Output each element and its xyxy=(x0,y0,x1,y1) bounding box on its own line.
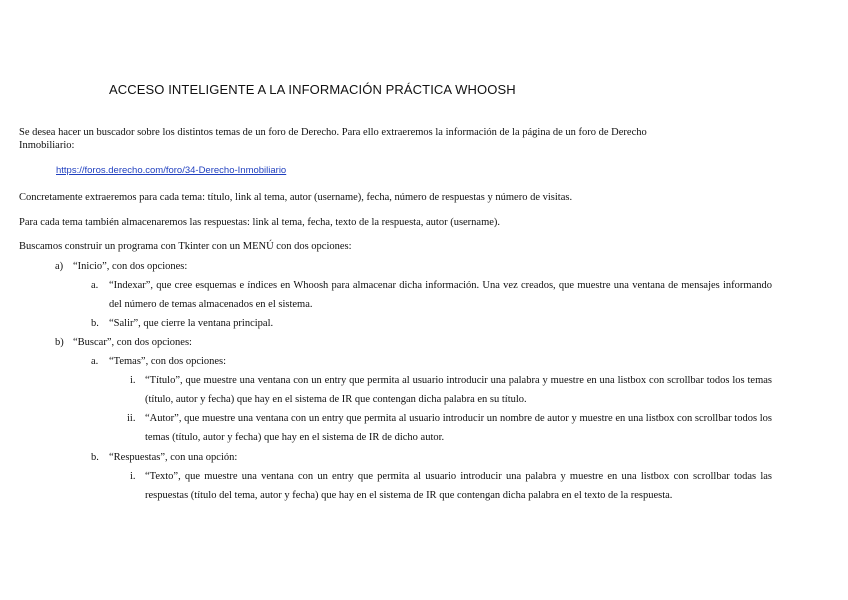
list-marker-b-a-i: i. xyxy=(130,375,136,386)
paragraph-extract: Concretamente extraeremos para cada tema: título, link al tema, autor (username), fecha, número de respuestas y número de visitas. xyxy=(19,192,573,203)
forum-link[interactable]: https://foros.derecho.com/foro/34-Derecho-Inmobiliario xyxy=(56,165,287,176)
list-item-indexar: “Indexar”, que cree esquemas e índices en Whoosh para almacenar dicha información. Una vez creados, que muestre una ventana de mensajes informando del número de temas almacenados en el sistema. xyxy=(109,280,772,310)
list-item-texto: “Texto”, que muestre una ventana con un entry que permita al usuario introducir una palabra y muestre en una listbox con scrollbar todas las respuestas (título del tema, autor y fecha) que hay en el sistema de IR que contengan dicha palabra en el texto de la respuesta. xyxy=(145,471,772,501)
document-title: ACCESO INTELIGENTE A LA INFORMACIÓN PRÁCTICA WHOOSH xyxy=(109,82,516,97)
list-marker-b-a-ii: ii. xyxy=(127,413,136,424)
intro-line-1: Se desea hacer un buscador sobre los distintos temas de un foro de Derecho. Para ello extraeremos la información de la página de un foro de Derecho xyxy=(19,127,647,138)
intro-line-2: Inmobiliario: xyxy=(19,140,75,151)
list-item-autor: “Autor”, que muestre una ventana con un entry que permita al usuario introducir un nombre de autor y muestre en una listbox con scrollbar todos los temas (título, autor y fecha) que hay en el sistema de IR de dicho autor. xyxy=(145,413,772,443)
list-marker-b-b-i: i. xyxy=(130,471,136,482)
list-marker-b-b: b. xyxy=(91,452,99,463)
list-item-salir: “Salir”, que cierre la ventana principal. xyxy=(109,318,274,329)
list-marker-a-b: b. xyxy=(91,318,99,329)
list-marker-a: a) xyxy=(55,261,64,272)
list-item-titulo: “Título”, que muestre una ventana con un entry que permita al usuario introducir una palabra y muestre en una listbox con scrollbar todos los temas (título, autor y fecha) que hay en el sistema de IR que contengan dicha palabra en su título. xyxy=(145,375,772,405)
list-marker-b-a: a. xyxy=(91,356,99,367)
paragraph-menu: Buscamos construir un programa con Tkinter con un MENÚ con dos opciones: xyxy=(19,241,352,252)
list-item-respuestas: “Respuestas”, con una opción: xyxy=(109,452,238,463)
list-marker-b: b) xyxy=(55,337,64,348)
paragraph-answers: Para cada tema también almacenaremos las respuestas: link al tema, fecha, texto de la respuesta, autor (username). xyxy=(19,217,501,228)
list-marker-a-a: a. xyxy=(91,280,99,291)
list-item-temas: “Temas”, con dos opciones: xyxy=(109,356,227,367)
list-item-inicio: “Inicio”, con dos opciones: xyxy=(73,261,188,272)
list-item-buscar: “Buscar”, con dos opciones: xyxy=(73,337,192,348)
